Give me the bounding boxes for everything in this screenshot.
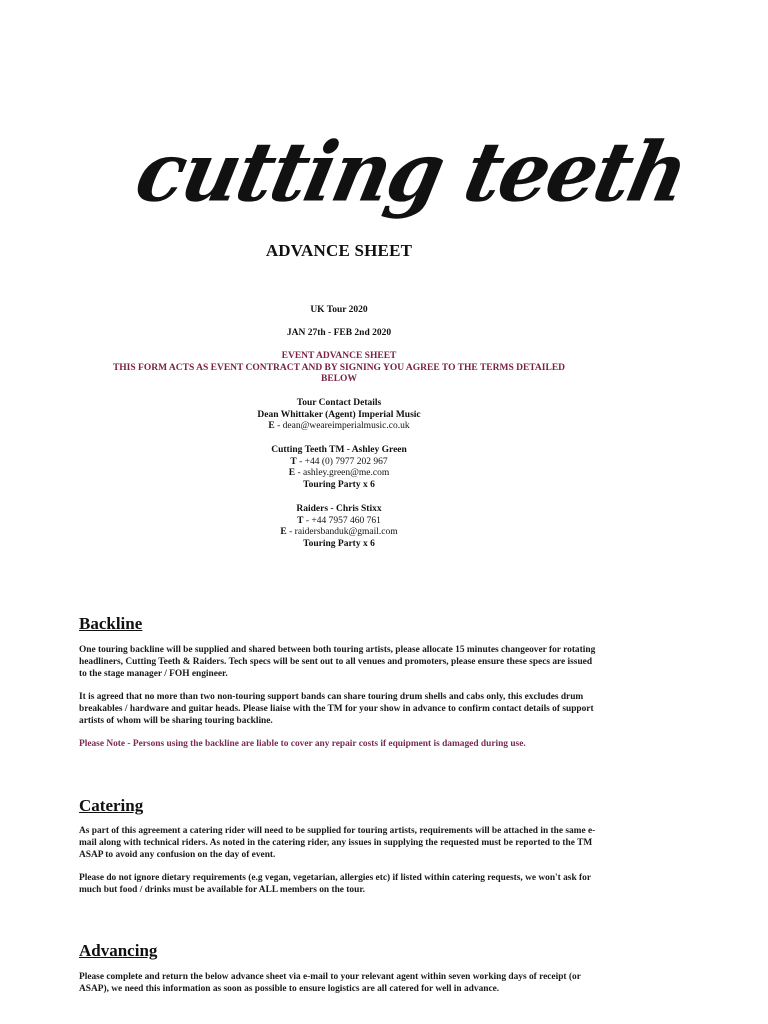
backline-paragraph-2: It is agreed that no more than two non-touring support bands can share touring drum shells and cabs only, this excludes drum breakables / hardware and guitar heads. Please liaise with the TM for your show in advance to confirm contact details of support artists of whom will be sharing touring backline. [79, 692, 594, 726]
band-logo [127, 118, 695, 228]
band-logo-text: cutting teeth [127, 124, 695, 221]
raiders-email: E - raidersbanduk@gmail.com [280, 527, 398, 537]
raiders-contact [0, 504, 678, 550]
advancing-paragraph-1: Please complete and return the below advance sheet via e-mail to your relevant agent within seven working days of receipt (or ASAP), we need this information as soon as possible to ensure logistics are all catered for well in advance. [79, 972, 581, 994]
notice-line-2: THIS FORM ACTS AS EVENT CONTRACT AND BY SIGNING YOU AGREE TO THE TERMS DETAILED [112, 362, 566, 373]
tour-dates: JAN 27th - FEB 2nd 2020 [286, 328, 392, 338]
tour-contact-details [0, 398, 678, 433]
raiders-phone: T - +44 7957 460 761 [297, 515, 381, 526]
contract-notice [0, 351, 678, 386]
backline-heading: Backline [79, 614, 143, 633]
tm-email: E - ashley.green@me.com [288, 468, 390, 478]
tm-phone: T - +44 (0) 7977 202 967 [290, 456, 388, 467]
notice-line-3: BELOW [321, 374, 357, 384]
catering-heading: Catering [79, 796, 144, 815]
advancing-heading: Advancing [79, 941, 158, 960]
document-title: ADVANCE SHEET [265, 241, 413, 260]
catering-paragraph-1: As part of this agreement a catering rider will need to be supplied for touring artists, requirements will be attached in the same e-mail along with technical riders. As noted in the catering rider, any issues in supplying the requested must be reported to the TM ASAP to avoid any confusion on the day of event. [79, 826, 596, 860]
catering-paragraph-2: Please do not ignore dietary requirements (e.g vegan, vegetarian, allergies etc) if listed within catering requests, we won't ask for much but food / drinks must be available for ALL members on the tour. [79, 873, 591, 895]
tm-touring-party: Touring Party x 6 [303, 479, 375, 490]
tm-contact [0, 445, 678, 491]
raiders-heading: Raiders - Chris Stixx [296, 504, 382, 514]
notice-line-1: EVENT ADVANCE SHEET [281, 351, 397, 361]
contacts-heading: Tour Contact Details [296, 398, 382, 408]
raiders-touring-party: Touring Party x 6 [303, 538, 375, 549]
backline-note: Please Note - Persons using the backline are liable to cover any repair costs if equipment is damaged during use. [79, 739, 526, 749]
agent-email: E - dean@weareimperialmusic.co.uk [268, 421, 410, 431]
tour-name: UK Tour 2020 [310, 305, 368, 315]
tm-heading: Cutting Teeth TM - Ashley Green [271, 445, 407, 455]
backline-paragraph-1: One touring backline will be supplied and shared between both touring artists, please allocate 15 minutes changeover for rotating headliners, Cutting Teeth & Raiders. Tech specs will be sent out to all venues and promoters, please ensure these specs are issued to the stage manager / FOH engineer. [79, 645, 596, 679]
agent-name: Dean Whittaker (Agent) Imperial Music [257, 409, 421, 420]
